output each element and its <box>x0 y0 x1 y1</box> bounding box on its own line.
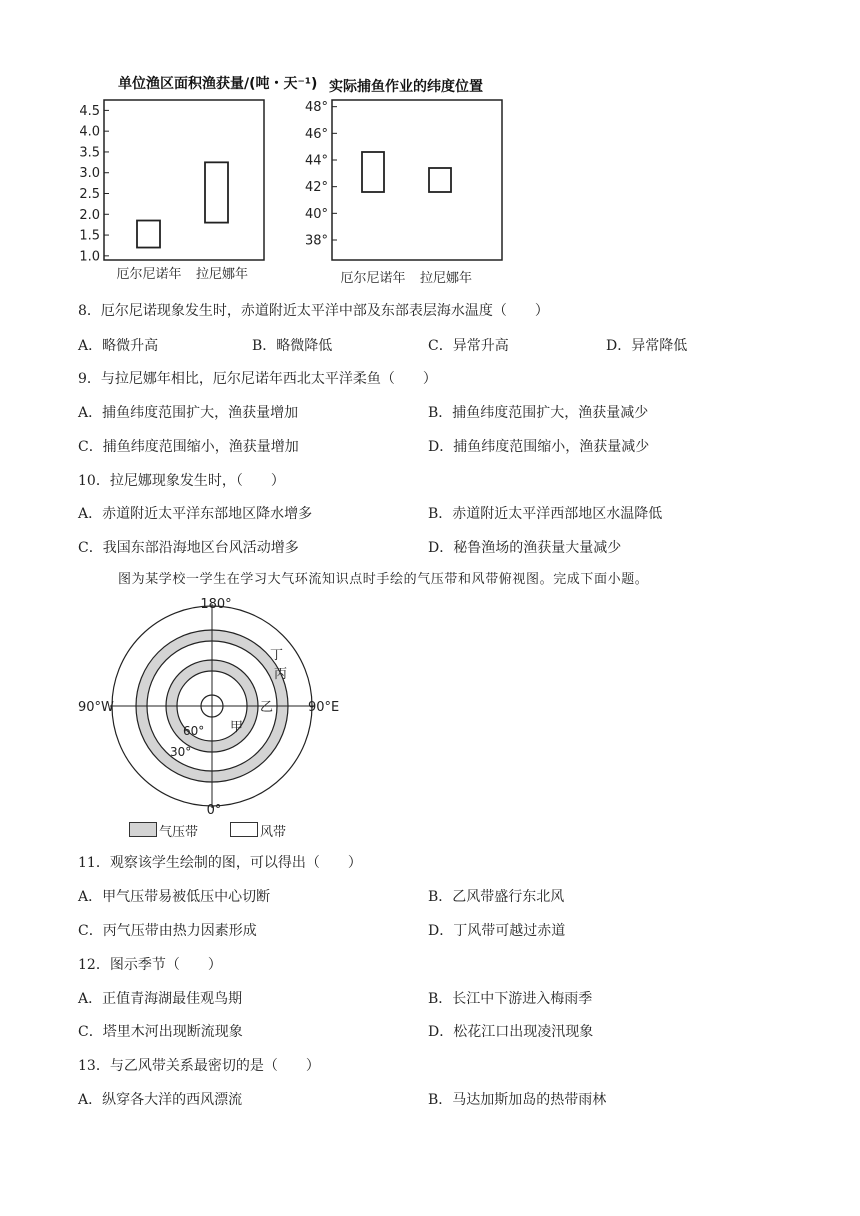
q13-stem: 13．与乙风带关系最密切的是（ ） <box>78 1058 320 1074</box>
q10-option-b[interactable]: B．赤道附近太平洋西部地区水温降低 <box>428 506 663 522</box>
q11-option-c[interactable]: C．丙气压带由热力因素形成 <box>78 923 257 939</box>
right-ytick-5: 38° <box>304 233 328 249</box>
label-jia: 甲 <box>230 720 244 735</box>
q11-stem: 11．观察该学生绘制的图，可以得出（ ） <box>78 855 362 871</box>
q8-stem: 8．厄尔尼诺现象发生时，赤道附近太平洋中部及东部表层海水温度（ ） <box>78 303 549 319</box>
diagram-intro: 图为某学校一学生在学习大气环流知识点时手绘的气压带和风带俯视图。完成下面小题。 <box>118 572 649 587</box>
left-ytick-2: 3.5 <box>79 145 100 161</box>
q10-option-a[interactable]: A．赤道附近太平洋东部地区降水增多 <box>78 506 313 522</box>
left-ytick-6: 1.5 <box>79 228 100 244</box>
q11-option-b[interactable]: B．乙风带盛行东北风 <box>428 889 565 905</box>
label-180: 180° <box>200 597 232 612</box>
pressure-wind-diagram <box>70 592 360 822</box>
left-ytick-5: 2.0 <box>79 207 100 223</box>
left-xlabel-1: 拉尼娜年 <box>195 267 249 282</box>
right-chart-frame <box>332 100 502 260</box>
q12-stem: 12．图示季节（ ） <box>78 957 222 973</box>
q10-option-d[interactable]: D．秘鲁渔场的渔获量大量减少 <box>428 540 622 556</box>
left-ytick-7: 1.0 <box>79 249 100 265</box>
right-xlabel-0: 厄尔尼诺年 <box>340 271 406 286</box>
legend-pressure-label: 气压带 <box>159 825 199 840</box>
q8-option-c[interactable]: C．异常升高 <box>428 338 509 354</box>
label-90w: 90°W <box>78 700 114 715</box>
q12-option-a[interactable]: A．正值青海湖最佳观鸟期 <box>78 991 243 1007</box>
label-lat30: 30° <box>170 745 192 759</box>
q9-option-d[interactable]: D．捕鱼纬度范围缩小，渔获量减少 <box>428 439 650 455</box>
legend-wind-swatch <box>230 822 258 837</box>
left-chart <box>70 94 280 284</box>
label-90e: 90°E <box>308 700 340 715</box>
q9-option-a[interactable]: A．捕鱼纬度范围扩大，渔获量增加 <box>78 405 299 421</box>
legend-wind-label: 风带 <box>260 825 287 840</box>
right-chart-title: 实际捕鱼作业的纬度位置 <box>329 79 483 95</box>
label-yi: 乙 <box>260 700 274 715</box>
left-chart-frame <box>104 100 264 260</box>
q11-option-a[interactable]: A．甲气压带易被低压中心切断 <box>78 889 271 905</box>
q10-option-c[interactable]: C．我国东部沿海地区台风活动增多 <box>78 540 299 556</box>
right-ytick-2: 44° <box>304 153 328 169</box>
label-0: 0° <box>206 803 222 818</box>
left-ytick-1: 4.0 <box>79 124 100 140</box>
right-ytick-3: 42° <box>304 180 328 196</box>
q13-option-a[interactable]: A．纵穿各大洋的西风漂流 <box>78 1092 243 1108</box>
label-bing: 丙 <box>274 667 288 682</box>
left-bar-0 <box>137 221 160 248</box>
q8-option-d[interactable]: D．异常降低 <box>606 338 688 354</box>
q10-stem: 10．拉尼娜现象发生时，（ ） <box>78 473 285 489</box>
q9-option-b[interactable]: B．捕鱼纬度范围扩大，渔获量减少 <box>428 405 649 421</box>
legend-pressure-swatch <box>129 822 157 837</box>
q12-option-b[interactable]: B．长江中下游进入梅雨季 <box>428 991 593 1007</box>
right-xlabel-1: 拉尼娜年 <box>419 271 473 286</box>
q9-stem: 9．与拉尼娜年相比，厄尔尼诺年西北太平洋柔鱼（ ） <box>78 371 437 387</box>
left-chart-title: 单位渔区面积渔获量/(吨・天⁻¹) <box>118 76 318 92</box>
q9-option-c[interactable]: C．捕鱼纬度范围缩小，渔获量增加 <box>78 439 299 455</box>
right-ytick-1: 46° <box>304 126 328 142</box>
label-ding: 丁 <box>270 648 284 663</box>
label-lat60: 60° <box>183 724 205 738</box>
right-ytick-4: 40° <box>304 206 328 222</box>
left-ytick-0: 4.5 <box>79 103 100 119</box>
right-bar-1 <box>429 168 451 192</box>
right-ytick-0: 48° <box>304 100 328 116</box>
right-chart <box>298 94 508 288</box>
left-xlabel-0: 厄尔尼诺年 <box>116 267 182 282</box>
q12-option-d[interactable]: D．松花江口出现凌汛现象 <box>428 1024 594 1040</box>
q8-option-b[interactable]: B．略微降低 <box>252 338 333 354</box>
q8-option-a[interactable]: A．略微升高 <box>78 338 159 354</box>
right-bar-0 <box>362 152 384 192</box>
q13-option-b[interactable]: B．马达加斯加岛的热带雨林 <box>428 1092 607 1108</box>
q11-option-d[interactable]: D．丁风带可越过赤道 <box>428 923 566 939</box>
left-ytick-3: 3.0 <box>79 166 100 182</box>
left-ytick-4: 2.5 <box>79 187 100 203</box>
q12-option-c[interactable]: C．塔里木河出现断流现象 <box>78 1024 243 1040</box>
left-bar-1 <box>205 162 228 222</box>
